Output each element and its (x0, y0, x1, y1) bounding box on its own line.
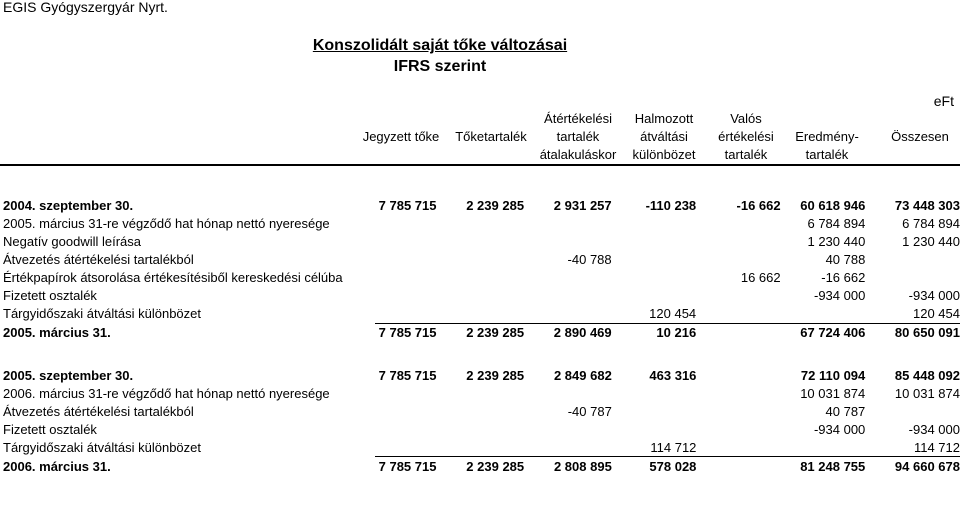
row-label: Fizetett osztalék (3, 421, 97, 437)
company-name: EGIS Gyógyszergyár Nyrt. (3, 0, 168, 15)
header-halmozott-atvaltasi: Halmozott átváltási különbözet (632, 111, 696, 162)
equity-table-2005 (0, 196, 960, 342)
cell-value (436, 286, 524, 304)
cell-value (865, 402, 960, 420)
cell-value: -16 662 (821, 269, 866, 285)
cell-value: -110 238 (645, 197, 697, 213)
cell-value: 16 662 (740, 269, 781, 285)
cell-value (696, 286, 780, 304)
cell-value (436, 250, 524, 268)
cell-value (865, 268, 960, 286)
row-label: 2006. március 31-re végződő hat hónap nettó nyeresége (3, 385, 330, 401)
cell-value (696, 250, 780, 268)
cell-value (696, 402, 780, 420)
cell-value (696, 384, 780, 402)
cell-value (375, 268, 437, 286)
header-divider (0, 164, 960, 166)
cell-value: 463 316 (649, 367, 697, 383)
cell-value: 2 239 285 (466, 197, 525, 213)
cell-value: 2 239 285 (436, 323, 524, 342)
table-row (0, 420, 960, 438)
cell-value: 7 785 715 (378, 367, 437, 383)
row-label: 2004. szeptember 30. (3, 197, 134, 213)
cell-value (375, 384, 437, 402)
cell-value: 10 031 874 (800, 385, 866, 401)
cell-value (524, 232, 612, 250)
cell-value: 40 788 (825, 251, 866, 267)
cell-value: -934 000 (813, 421, 866, 437)
cell-value: 80 650 091 (865, 323, 960, 342)
row-label: 2005. március 31-re végződő hat hónap nettó nyeresége (3, 215, 330, 231)
cell-value: 10 216 (612, 323, 697, 342)
cell-value: 72 110 094 (800, 367, 866, 383)
cell-value (612, 420, 697, 438)
table-row (0, 438, 960, 457)
cell-value (696, 420, 780, 438)
cell-value: 73 448 303 (894, 197, 960, 213)
cell-value (612, 402, 697, 420)
cell-value: 7 785 715 (375, 323, 437, 342)
cell-value: 7 785 715 (378, 197, 437, 213)
cell-value: 40 787 (825, 403, 866, 419)
table-row (0, 402, 960, 420)
table-row (0, 196, 960, 214)
cell-value: 2 808 895 (524, 457, 612, 476)
cell-value: -40 787 (567, 403, 612, 419)
cell-value: 6 784 894 (807, 215, 866, 231)
cell-value: -934 000 (908, 288, 960, 304)
cell-value (436, 420, 524, 438)
row-label: 2006. március 31. (3, 458, 111, 474)
cell-value: 2 239 285 (466, 367, 525, 383)
cell-value (436, 232, 524, 250)
cell-value: 2 849 682 (553, 367, 612, 383)
table-row (0, 250, 960, 268)
cell-value: 1 230 440 (807, 233, 866, 249)
row-label: Értékpapírok átsorolása értékesítésiből kereskedési célúba (3, 269, 343, 285)
table-row (0, 268, 960, 286)
cell-value (612, 214, 697, 232)
table-row (0, 457, 960, 476)
cell-value (375, 402, 437, 420)
equity-table-2006 (0, 366, 960, 476)
header-eredmenytartalek: Eredmény- tartalék (795, 129, 859, 162)
cell-value: 120 454 (913, 306, 960, 322)
row-label: Fizetett osztalék (3, 288, 97, 304)
cell-value (524, 268, 612, 286)
cell-value (436, 384, 524, 402)
cell-value: -40 788 (567, 251, 612, 267)
table-row (0, 384, 960, 402)
cell-value: -16 662 (736, 197, 781, 213)
header-atertekelesi-tartalek: Átértékelési tartalék átalakuláskor (539, 111, 617, 162)
header-toketartalek: Tőketartalék (455, 129, 527, 144)
cell-value (436, 214, 524, 232)
cell-value (696, 232, 780, 250)
cell-value (696, 366, 780, 384)
table-row (0, 286, 960, 304)
row-label: Tárgyidőszaki átváltási különbözet (3, 440, 201, 456)
cell-value (781, 305, 866, 324)
cell-value: 2 890 469 (524, 323, 612, 342)
cell-value (524, 305, 612, 324)
row-label: 2005. március 31. (3, 324, 111, 340)
cell-value (375, 286, 437, 304)
cell-value: 578 028 (612, 457, 697, 476)
cell-value (436, 268, 524, 286)
cell-value (524, 420, 612, 438)
cell-value (436, 305, 524, 324)
cell-value (696, 305, 780, 324)
cell-value: 7 785 715 (375, 457, 437, 476)
cell-value: 10 031 874 (894, 385, 960, 401)
cell-value: 6 784 894 (902, 215, 960, 231)
header-jegyzett-toke: Jegyzett tőke (362, 129, 440, 144)
unit-label: eFt (933, 93, 954, 109)
report-subtitle: IFRS szerint (393, 58, 487, 75)
table-row (0, 305, 960, 324)
cell-value: 85 448 092 (894, 367, 960, 383)
table-row (0, 214, 960, 232)
cell-value: 114 712 (650, 439, 697, 455)
cell-value (612, 384, 697, 402)
cell-value: 67 724 406 (781, 323, 866, 342)
cell-value (375, 305, 437, 324)
cell-value: 2 931 257 (553, 197, 612, 213)
row-label: 2005. szeptember 30. (3, 367, 134, 383)
cell-value (865, 250, 960, 268)
cell-value (375, 250, 437, 268)
header-osszesen: Összesen (891, 129, 949, 144)
cell-value: 114 712 (913, 439, 960, 455)
cell-value (436, 402, 524, 420)
cell-value: -934 000 (814, 288, 866, 304)
table-row (0, 366, 960, 384)
cell-value (524, 214, 612, 232)
cell-value: 94 660 678 (865, 457, 960, 476)
table-row (0, 232, 960, 250)
cell-value (612, 232, 697, 250)
header-valos-ertekelesi: Valós értékelési tartalék (718, 111, 774, 162)
row-label: Negatív goodwill leírása (3, 233, 142, 249)
cell-value (524, 438, 612, 457)
cell-value (696, 457, 780, 476)
cell-value (696, 214, 780, 232)
cell-value (524, 286, 612, 304)
cell-value (696, 323, 780, 342)
cell-value (781, 438, 866, 457)
row-label: Tárgyidőszaki átváltási különbözet (3, 306, 201, 322)
cell-value (375, 232, 437, 250)
cell-value (375, 214, 437, 232)
row-label: Átvezetés átértékelési tartalékból (3, 403, 194, 419)
cell-value: 81 248 755 (781, 457, 866, 476)
cell-value: -934 000 (908, 421, 960, 437)
cell-value: 1 230 440 (902, 233, 960, 249)
cell-value (612, 286, 697, 304)
cell-value (375, 438, 437, 457)
cell-value (436, 438, 524, 457)
row-label: Átvezetés átértékelési tartalékból (3, 251, 194, 267)
report-title: Konszolidált saját tőke változásai (312, 37, 568, 54)
table-row (0, 323, 960, 342)
cell-value: 60 618 946 (800, 197, 866, 213)
cell-value (612, 250, 697, 268)
cell-value: 120 454 (649, 306, 697, 322)
cell-value (375, 420, 437, 438)
cell-value (696, 438, 780, 457)
cell-value (524, 384, 612, 402)
cell-value (612, 268, 697, 286)
cell-value: 2 239 285 (436, 457, 524, 476)
